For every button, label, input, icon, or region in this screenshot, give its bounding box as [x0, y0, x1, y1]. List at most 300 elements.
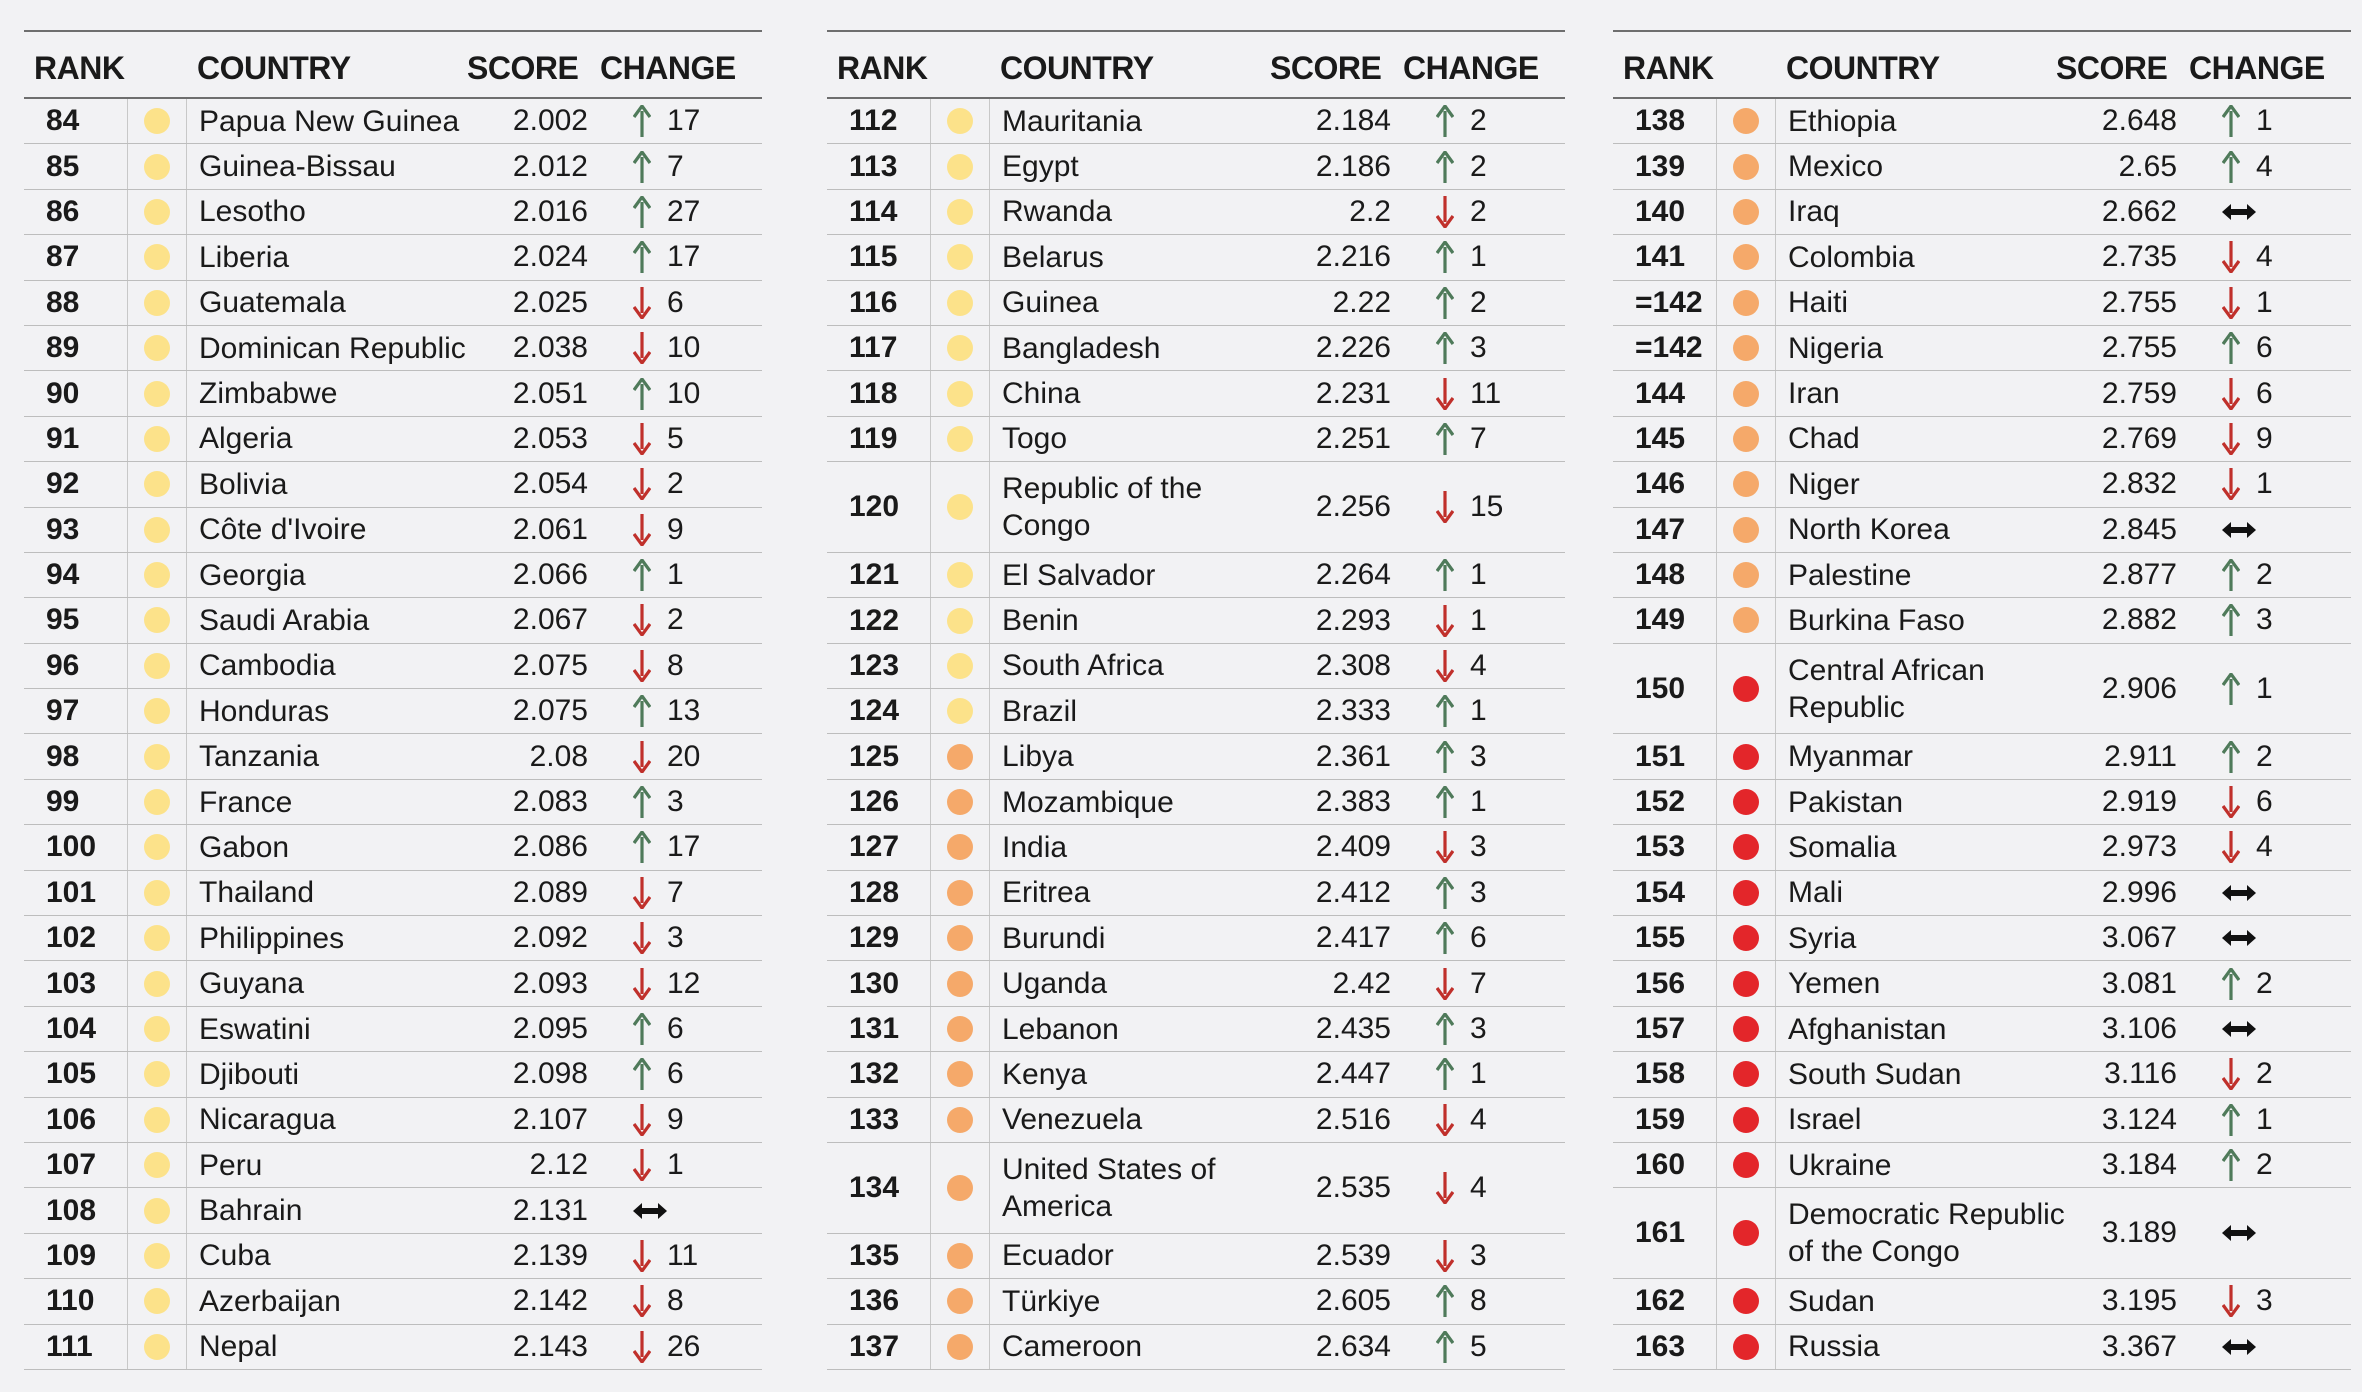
arrow-up-icon	[633, 559, 661, 591]
change-cell	[2189, 1284, 2341, 1318]
table-row	[1613, 553, 2351, 598]
country-name-line: Bangladesh	[1002, 331, 1161, 365]
country-name-line: Mauritania	[1002, 104, 1143, 138]
status-dot-icon	[144, 1016, 170, 1042]
country-cell	[187, 148, 462, 185]
change-cell	[1403, 422, 1555, 456]
score-cell: 2.539	[1315, 1238, 1391, 1272]
rank-cell: 104	[46, 1012, 97, 1045]
rank-cell: 151	[1635, 739, 1686, 773]
change-cell	[2189, 672, 2341, 706]
country-cell	[1776, 738, 2051, 775]
country-cell	[990, 874, 1265, 911]
table-row	[24, 644, 762, 689]
status-dot-icon	[1733, 834, 1759, 860]
score-cell: 2.025	[512, 285, 588, 319]
status-dot-icon	[1733, 971, 1759, 997]
table-row	[24, 371, 762, 416]
table-row	[827, 462, 1565, 553]
table-row	[827, 190, 1565, 235]
change-cell	[2189, 467, 2341, 501]
change-value: 3	[1470, 739, 1487, 773]
status-dot-cell	[930, 1234, 990, 1278]
rank-header: RANK	[1623, 50, 1714, 86]
change-value: 11	[667, 1238, 699, 1272]
change-value: 20	[667, 739, 701, 773]
score-cell: 2.662	[2101, 194, 2177, 228]
country-name-line: Venezuela	[1002, 1103, 1143, 1137]
status-dot-cell	[127, 99, 187, 143]
change-value: 4	[2256, 149, 2273, 183]
status-dot-cell	[127, 961, 187, 1005]
change-cell	[2189, 928, 2341, 948]
score-cell: 2.435	[1315, 1012, 1391, 1046]
ranking-table-2	[827, 30, 1565, 1370]
table-row	[1613, 825, 2351, 870]
rank-cell: 110	[46, 1284, 95, 1318]
score-cell: 2.919	[2101, 785, 2177, 819]
status-dot-cell	[1716, 1143, 1776, 1187]
table-row	[24, 734, 762, 779]
status-dot-icon	[947, 653, 973, 679]
country-name-line: America	[1002, 1189, 1113, 1223]
status-dot-icon	[947, 834, 973, 860]
country-cell	[187, 602, 462, 639]
status-dot-icon	[1733, 335, 1759, 361]
country-name-line: Israel	[1788, 1103, 1862, 1137]
country-name-line: Yemen	[1788, 967, 1881, 1001]
rank-cell: 144	[1635, 376, 1686, 410]
table-row	[1613, 190, 2351, 235]
rank-cell: =142	[1635, 285, 1703, 319]
country-cell	[187, 330, 466, 367]
table-row	[827, 1007, 1565, 1052]
country-cell	[187, 375, 462, 412]
status-dot-cell	[1716, 281, 1776, 325]
change-value: 6	[1470, 921, 1487, 955]
country-cell	[187, 1328, 462, 1365]
country-cell	[187, 420, 462, 457]
country-name-line: Mozambique	[1002, 785, 1174, 819]
table-row	[24, 825, 762, 870]
change-cell	[600, 1239, 752, 1273]
change-cell	[600, 1057, 752, 1091]
rank-cell: 134	[849, 1170, 900, 1204]
arrow-up-icon	[1436, 695, 1464, 727]
change-cell	[2189, 1148, 2341, 1182]
score-cell: 2.184	[1315, 104, 1391, 138]
country-name-line: India	[1002, 830, 1068, 864]
arrow-up-icon	[1436, 332, 1464, 364]
country-header: COUNTRY	[197, 50, 351, 86]
table-row	[827, 1325, 1565, 1370]
status-dot-icon	[144, 335, 170, 361]
country-name-line: Djibouti	[199, 1057, 300, 1091]
rank-cell: 86	[46, 194, 80, 228]
table-row	[1613, 734, 2351, 779]
score-header: SCORE	[2056, 50, 2168, 86]
status-dot-cell	[127, 1007, 187, 1051]
country-name-line: Rwanda	[1002, 195, 1113, 229]
score-cell: 2.143	[512, 1329, 588, 1363]
change-value: 6	[2256, 331, 2273, 365]
status-dot-icon	[1733, 1152, 1759, 1178]
country-cell	[990, 103, 1265, 140]
rank-cell: 135	[849, 1238, 900, 1272]
status-dot-icon	[144, 1152, 170, 1178]
table-row	[24, 916, 762, 961]
country-cell	[1776, 466, 2051, 503]
rank-cell: 120	[849, 490, 900, 524]
table-row	[24, 780, 762, 825]
score-cell: 3.367	[2101, 1329, 2177, 1363]
score-cell: 2.083	[512, 785, 588, 819]
arrow-up-icon	[1436, 1013, 1464, 1045]
change-cell	[1403, 1057, 1555, 1091]
rank-cell: 131	[849, 1012, 900, 1046]
country-name-line: Saudi Arabia	[199, 603, 370, 637]
change-value: 1	[2256, 104, 2273, 138]
change-value: 1	[1470, 240, 1487, 274]
arrow-down-icon	[633, 1240, 661, 1272]
country-name-line: Ethiopia	[1788, 104, 1897, 138]
arrow-up-icon	[633, 695, 661, 727]
score-cell: 2.067	[512, 603, 588, 637]
country-cell	[990, 1237, 1265, 1274]
rank-cell: 162	[1635, 1284, 1686, 1318]
status-dot-icon	[947, 608, 973, 634]
change-cell	[1403, 240, 1555, 274]
table-row	[24, 1143, 762, 1188]
change-value: 3	[667, 785, 684, 819]
status-dot-cell	[127, 916, 187, 960]
score-cell: 2.016	[512, 194, 588, 228]
score-cell: 2.251	[1315, 421, 1391, 455]
change-value: 2	[2256, 1057, 2273, 1091]
country-name-line: Syria	[1788, 921, 1857, 955]
change-cell	[2189, 1019, 2341, 1039]
status-dot-icon	[1733, 108, 1759, 134]
table-row	[1613, 235, 2351, 280]
table-row	[24, 144, 762, 189]
change-cell	[600, 467, 752, 501]
arrow-up-icon	[633, 151, 661, 183]
score-cell: 2.092	[512, 921, 588, 955]
change-cell	[1403, 1239, 1555, 1273]
change-value: 8	[667, 1284, 684, 1318]
score-cell: 2.832	[2101, 467, 2177, 501]
arrow-up-icon	[2222, 673, 2250, 705]
table-row	[1613, 1052, 2351, 1097]
score-cell: 2.098	[512, 1057, 588, 1091]
rank-cell: 147	[1635, 512, 1686, 546]
status-dot-icon	[947, 244, 973, 270]
change-value: 4	[1470, 1170, 1487, 1204]
status-dot-icon	[1733, 789, 1759, 815]
table-row	[827, 644, 1565, 689]
status-dot-icon	[1733, 1016, 1759, 1042]
country-cell	[1776, 1101, 2051, 1138]
country-cell	[1776, 193, 2051, 230]
rank-cell: 116	[849, 285, 898, 319]
change-value: 17	[667, 104, 701, 138]
score-cell: 2.333	[1315, 694, 1391, 728]
table-row	[827, 734, 1565, 779]
status-dot-icon	[1733, 1288, 1759, 1314]
status-dot-cell	[127, 1188, 187, 1232]
score-cell: 2.409	[1315, 830, 1391, 864]
change-value: 17	[667, 830, 701, 864]
change-cell	[1403, 967, 1555, 1001]
country-name-line: of the Congo	[1788, 1235, 1960, 1269]
table-row	[24, 235, 762, 280]
status-dot-cell	[127, 1279, 187, 1323]
score-cell: 2.2	[1349, 194, 1391, 228]
change-cell	[600, 649, 752, 683]
rank-cell: 92	[46, 467, 80, 501]
country-cell	[1776, 103, 2051, 140]
rank-cell: 122	[849, 603, 900, 637]
score-cell: 2.075	[512, 648, 588, 682]
score-cell: 2.024	[512, 240, 588, 274]
arrow-up-icon	[1436, 105, 1464, 137]
rank-cell: 159	[1635, 1102, 1686, 1136]
status-dot-icon	[947, 1243, 973, 1269]
country-cell	[990, 784, 1265, 821]
table-row	[827, 871, 1565, 916]
score-cell: 2.216	[1315, 240, 1391, 274]
change-value: 4	[1470, 1102, 1487, 1136]
table-row	[24, 689, 762, 734]
country-name-line: Liberia	[199, 240, 290, 274]
status-dot-cell	[930, 1279, 990, 1323]
rank-cell: =142	[1635, 331, 1703, 365]
arrow-left-right-icon	[633, 1201, 673, 1221]
country-name-line: Russia	[1788, 1330, 1880, 1364]
change-value: 1	[1470, 694, 1487, 728]
rank-cell: 93	[46, 512, 80, 546]
status-dot-cell	[127, 598, 187, 642]
table-row	[1613, 462, 2351, 507]
arrow-down-icon	[633, 1104, 661, 1136]
rank-cell: 109	[46, 1238, 97, 1272]
status-dot-icon	[1733, 1107, 1759, 1133]
country-name-line: Togo	[1002, 422, 1068, 456]
score-cell: 2.139	[512, 1238, 588, 1272]
change-cell	[600, 603, 752, 637]
score-cell: 2.769	[2101, 421, 2177, 455]
score-cell: 2.42	[1332, 966, 1391, 1000]
change-value: 3	[1470, 875, 1487, 909]
change-value: 2	[667, 603, 684, 637]
status-dot-cell	[127, 190, 187, 234]
rank-header: RANK	[34, 50, 125, 86]
status-dot-icon	[144, 290, 170, 316]
score-cell: 2.12	[529, 1148, 588, 1182]
rank-cell: 94	[46, 558, 80, 592]
table-row	[827, 1143, 1565, 1234]
country-cell	[187, 511, 462, 548]
rank-cell: 105	[46, 1057, 97, 1091]
arrow-up-icon	[633, 1058, 661, 1090]
change-value: 12	[667, 966, 701, 1000]
status-dot-cell	[127, 644, 187, 688]
country-name-line: Cameroon	[1002, 1330, 1143, 1364]
country-cell	[990, 1056, 1265, 1093]
rank-cell: 130	[849, 966, 900, 1000]
country-cell	[1776, 1056, 2051, 1093]
arrow-down-icon	[1436, 491, 1464, 523]
rank-cell: 107	[46, 1148, 97, 1182]
score-cell: 3.067	[2101, 921, 2177, 955]
country-name-line: Cambodia	[199, 649, 336, 683]
score-cell: 3.195	[2101, 1284, 2177, 1318]
country-name-line: Guatemala	[199, 286, 346, 320]
country-cell	[187, 1192, 462, 1229]
status-dot-icon	[144, 789, 170, 815]
status-dot-cell	[930, 1052, 990, 1096]
country-name-line: Algeria	[199, 422, 293, 456]
score-cell: 2.447	[1315, 1057, 1391, 1091]
score-cell: 2.516	[1315, 1102, 1391, 1136]
country-cell	[187, 965, 462, 1002]
table-row	[827, 99, 1565, 144]
rank-cell: 139	[1635, 149, 1686, 183]
table-row	[827, 417, 1565, 462]
country-cell	[990, 647, 1265, 684]
rank-cell: 148	[1635, 558, 1686, 592]
country-name-line: Gabon	[199, 830, 290, 864]
change-value: 6	[667, 1057, 684, 1091]
change-value: 13	[667, 694, 701, 728]
country-name-line: Bolivia	[199, 467, 288, 501]
change-value: 8	[667, 648, 684, 682]
table-row	[827, 825, 1565, 870]
change-cell	[600, 1103, 752, 1137]
rank-cell: 140	[1635, 194, 1686, 228]
status-dot-cell	[1716, 1279, 1776, 1323]
country-name-line: Niger	[1788, 467, 1860, 501]
score-cell: 2.412	[1315, 875, 1391, 909]
table-row	[827, 961, 1565, 1006]
change-cell	[2189, 785, 2341, 819]
status-dot-cell	[930, 644, 990, 688]
change-value: 1	[2256, 1102, 2273, 1136]
country-name-line: Congo	[1002, 509, 1091, 543]
rank-cell: 87	[46, 240, 80, 274]
status-dot-icon	[144, 698, 170, 724]
status-dot-icon	[144, 607, 170, 633]
score-cell: 3.106	[2101, 1012, 2177, 1046]
rank-cell: 100	[46, 830, 97, 864]
table-row	[24, 553, 762, 598]
change-cell	[600, 876, 752, 910]
score-cell: 3.116	[2104, 1057, 2177, 1091]
change-value: 26	[667, 1329, 701, 1363]
rank-cell: 152	[1635, 785, 1686, 819]
rank-cell: 163	[1635, 1329, 1686, 1363]
country-name-line: Bahrain	[199, 1194, 303, 1228]
table-row	[24, 1234, 762, 1279]
status-dot-cell	[127, 1143, 187, 1187]
arrow-down-icon	[2222, 1058, 2250, 1090]
country-cell	[990, 1328, 1265, 1365]
country-name-line: Libya	[1002, 740, 1074, 774]
arrow-up-icon	[1436, 423, 1464, 455]
change-value: 6	[2256, 785, 2273, 819]
status-dot-cell	[1716, 144, 1776, 188]
status-dot-cell	[1716, 598, 1776, 642]
status-dot-icon	[947, 108, 973, 134]
country-name-line: Guinea-Bissau	[199, 150, 396, 184]
country-cell	[1776, 965, 2051, 1002]
country-cell	[1776, 920, 2051, 957]
score-cell: 2.882	[2101, 603, 2177, 637]
change-cell	[1403, 694, 1555, 728]
table-row	[24, 190, 762, 235]
arrow-up-icon	[2222, 741, 2250, 773]
arrow-down-icon	[633, 741, 661, 773]
change-cell	[2189, 150, 2341, 184]
change-value: 1	[2256, 285, 2273, 319]
country-name-line: Ecuador	[1002, 1239, 1114, 1273]
status-dot-icon	[1733, 1061, 1759, 1087]
country-name-line: Papua New Guinea	[199, 104, 460, 138]
country-name-line: Guinea	[1002, 286, 1099, 320]
country-header: COUNTRY	[1786, 50, 1940, 86]
table-row	[827, 1098, 1565, 1143]
rank-cell: 141	[1635, 240, 1686, 274]
change-cell	[1403, 377, 1555, 411]
arrow-left-right-icon	[2222, 928, 2262, 948]
change-value: 3	[2256, 1284, 2273, 1318]
arrow-up-icon	[633, 1013, 661, 1045]
country-name-line: El Salvador	[1002, 558, 1156, 592]
table-row	[827, 553, 1565, 598]
status-dot-cell	[930, 99, 990, 143]
change-value: 3	[1470, 1238, 1487, 1272]
country-name-line: Pakistan	[1788, 785, 1904, 819]
rank-cell: 121	[849, 558, 900, 592]
status-dot-cell	[1716, 734, 1776, 778]
country-name-line: Haiti	[1788, 286, 1849, 320]
change-cell	[600, 195, 752, 229]
country-name-line: Lebanon	[1002, 1012, 1119, 1046]
country-cell	[187, 784, 462, 821]
table-row	[1613, 144, 2351, 189]
change-cell	[1403, 195, 1555, 229]
country-cell	[990, 829, 1265, 866]
country-name-line: Honduras	[199, 694, 330, 728]
change-cell	[600, 1201, 752, 1221]
change-cell	[2189, 422, 2341, 456]
country-cell	[1776, 284, 2051, 321]
table-row	[1613, 99, 2351, 144]
change-cell	[600, 921, 752, 955]
status-dot-cell	[930, 689, 990, 733]
table-row	[827, 598, 1565, 643]
country-name-line: Burkina Faso	[1788, 603, 1965, 637]
status-dot-cell	[930, 462, 990, 552]
score-header: SCORE	[1270, 50, 1382, 86]
country-cell	[990, 239, 1265, 276]
country-name-line: Lesotho	[199, 195, 306, 229]
change-cell	[600, 1148, 752, 1182]
country-cell	[1776, 874, 2051, 911]
status-dot-icon	[144, 971, 170, 997]
rank-cell: 95	[46, 603, 80, 637]
arrow-up-icon	[1436, 559, 1464, 591]
